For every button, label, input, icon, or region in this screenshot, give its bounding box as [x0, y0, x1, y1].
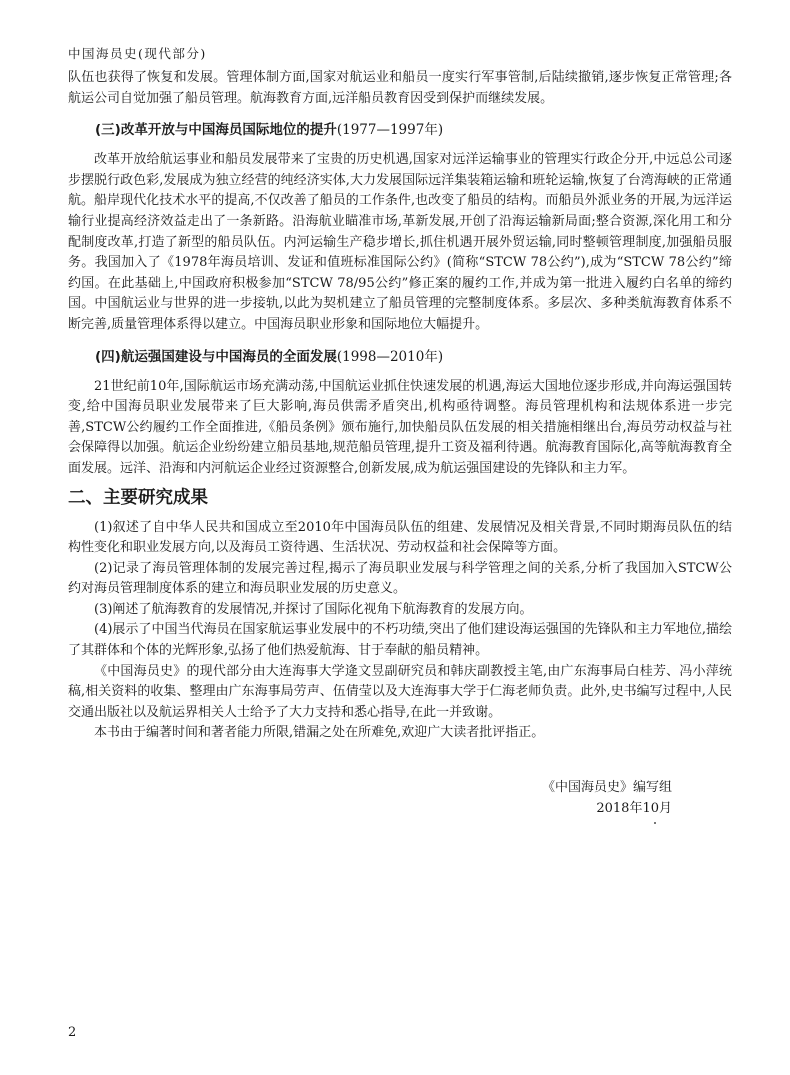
- subsection-title: (四)航运强国建设与中国海员的全面发展: [95, 348, 337, 365]
- result-item-2: (2)记录了海员管理体制的发展完善过程,揭示了海员职业发展与科学管理之间的关系,分析了我国加入STCW公约对海员管理制度体系的建立和海员职业发展的历史意义。: [68, 560, 732, 597]
- subsection-title: (三)改革开放与中国海员国际地位的提升: [95, 122, 337, 139]
- subsection-heading-4: [68, 347, 732, 367]
- result-item-4: (4)展示了中国当代海员在国家航运事业发展中的不朽功绩,突出了他们建设海运强国的先锋队和主力军地位,描绘了其群体和个体的光辉形象,弘扬了他们热爱航海、甘于奉献的船员精神。: [68, 622, 732, 659]
- apology-paragraph: 本书由于编著时间和著者能力所限,错漏之处在所难免,欢迎广大读者批评指正。: [94, 725, 545, 741]
- signature-group: 《中国海员史》编写组: [541, 780, 672, 796]
- body-paragraph: 改革开放给航运事业和船员发展带来了宝贵的历史机遇,国家对远洋运输事业的管理实行政企分开,中远总公司逐步摆脱行政色彩,发展成为独立经营的纯经济实体,大力发展国际远洋集装箱运输和班轮运输,恢复了台湾海峡的正常通航。船岸现代化技术水平的提高,不仅改善了船员的工作条件,也改变了船员的结构。而船员外派业务的开展,为远洋运输行业提高经济效益走出了一条新路。沿海航业瞄准市场,革新发展,开创了沿海运输新局面;整合资源,深化用工和分配制度改革,打造了新型的船员队伍。内河运输生产稳步增长,抓住机遇开展外贸运输,同时整顿管理制度,加强船员服务。我国加入了《1978年海员培训、发证和值班标准国际公约》(简称“STCW 78公约”),成为“STCW 78公约”缔约国。在此基础上,中国政府积极参加“STCW 78/95公约”修正案的履约工作,并成为第一批进入履约白名单的缔约国。中国航运业与世界的进一步接轨,以此为契机建立了船员管理的完整制度体系。多层次、多种类航海教育体系不断完善,质量管理体系得以建立。中国海员职业形象和国际地位大幅提升。: [68, 152, 732, 332]
- result-item-3: (3)阐述了航海教育的发展情况,并探讨了国际化视角下航海教育的发展方向。: [94, 601, 533, 617]
- result-item-1: (1)叙述了自中华人民共和国成立至2010年中国海员队伍的组建、发展情况及相关背景,不同时期海员队伍的结构性变化和职业发展方向,以及海员工资待遇、生活状况、劳动权益和社会保障等方面。: [68, 519, 732, 556]
- print-speck: [654, 822, 656, 824]
- subsection-years: (1998—2010年): [336, 348, 444, 365]
- section-heading: 二、主要研究成果: [68, 487, 208, 508]
- body-paragraph: 21世纪前10年,国际航运市场充满动荡,中国航运业抓住快速发展的机遇,海运大国地位逐步形成,并向海运强国转变,给中国海员职业发展带来了巨大影响,海员供需矛盾突出,机构亟待调整。海员管理机构和法规体系进一步完善,STCW公约履约工作全面推进,《船员条例》颁布施行,加快船员队伍发展的相关措施相继出台,海员劳动权益与社会保障得以加强。航运企业纷纷建立船员基地,规范船员管理,提升工资及福利待遇。航海教育国际化,高等航海教育全面发展。远洋、沿海和内河航运企业经过资源整合,创新发展,成为航运强国建设的先锋队和主力军。: [68, 378, 732, 476]
- subsection-years: (1977—1997年): [336, 122, 444, 139]
- body-paragraph: 队伍也获得了恢复和发展。管理体制方面,国家对航运业和船员一度实行军事管制,后陆续撤销,逐步恢复正常管理;各航运公司自觉加强了船员管理。航海教育方面,远洋船员教育因受到保护而继续发展。: [68, 70, 732, 106]
- page-body: [68, 68, 732, 819]
- acknowledgement-paragraph: 《中国海员史》的现代部分由大连海事大学逄文昱副研究员和韩庆副教授主笔,由广东海事局白桂芳、冯小萍统稿,相关资料的收集、整理由广东海事局劳声、伍倩莹以及大连海事大学于仁海老师负责。此外,史书编写过程中,人民交通出版社以及航运界相关人士给予了大力支持和悉心指导,在此一并致谢。: [68, 663, 732, 720]
- signature-date: 2018年10月: [596, 800, 672, 816]
- subsection-heading-3: [68, 120, 732, 140]
- page-number: 2: [68, 1025, 77, 1040]
- running-header: 中国海员史(现代部分): [68, 46, 207, 61]
